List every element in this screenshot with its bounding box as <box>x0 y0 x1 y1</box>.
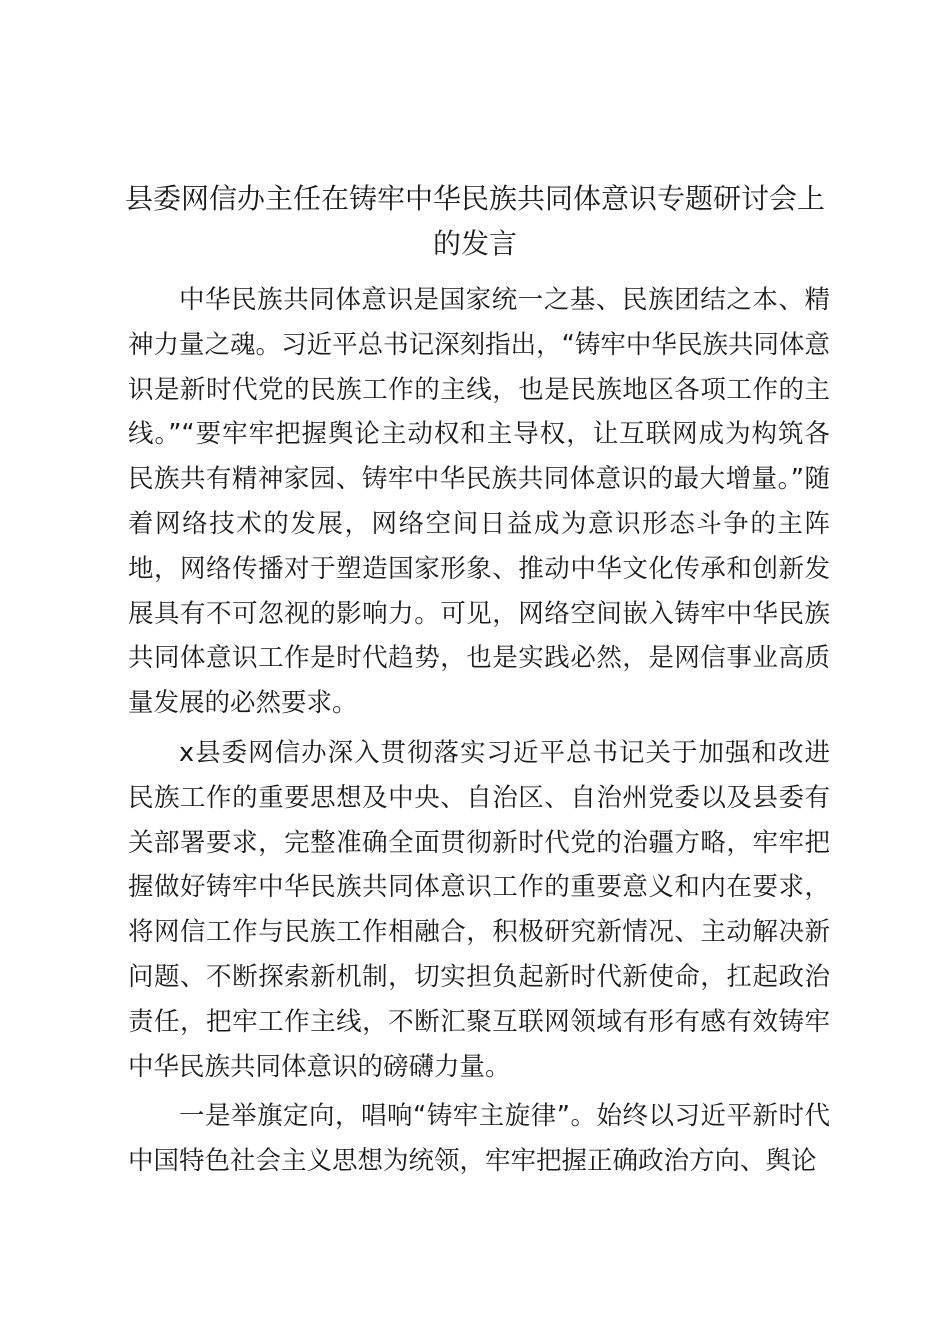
paragraph-work-summary: x县委网信办深入贯彻落实习近平总书记关于加强和改进民族工作的重要思想及中央、自治区、自治州党委以及县委有关部署要求，完整准确全面贯彻新时代党的治疆方略，牢牢把握做好铸牢中华民族共同体意识工作的重要意义和内在要求，将网信工作与民族工作相融合，积极研究新情况、主动解决新问题、不断探索新机制，切实担负起新时代新使命，扛起政治责任，把牢工作主线，不断汇聚互联网领域有形有感有效铸牢中华民族共同体意识的磅礴力量。 <box>128 737 830 1082</box>
paragraph-point-one: 一是举旗定向，唱响“铸牢主旋律”。始终以习近平新时代中国特色社会主义思想为统领，牢牢把握正确政治方向、舆论 <box>128 1101 830 1177</box>
paragraph-intro: 中华民族共同体意识是国家统一之基、民族团结之本、精神力量之魂。习近平总书记深刻指出，“铸牢中华民族共同体意识是新时代党的民族工作的主线，也是民族地区各项工作的主线。”“要牢牢把握舆论主动权和主导权，让互联网成为构筑各民族共有精神家园、铸牢中华民族共同体意识的最大增量。”随着网络技术的发展，网络空间日益成为意识形态斗争的主阵地，网络传播对于塑造国家形象、推动中华文化传承和创新发展具有不可忽视的影响力。可见，网络空间嵌入铸牢中华民族共同体意识工作是时代趋势，也是实践必然，是网信事业高质量发展的必然要求。 <box>128 285 830 719</box>
document-title: 县委网信办主任在铸牢中华民族共同体意识专题研讨会上的发言 <box>124 182 825 260</box>
document-body <box>128 278 830 1184</box>
